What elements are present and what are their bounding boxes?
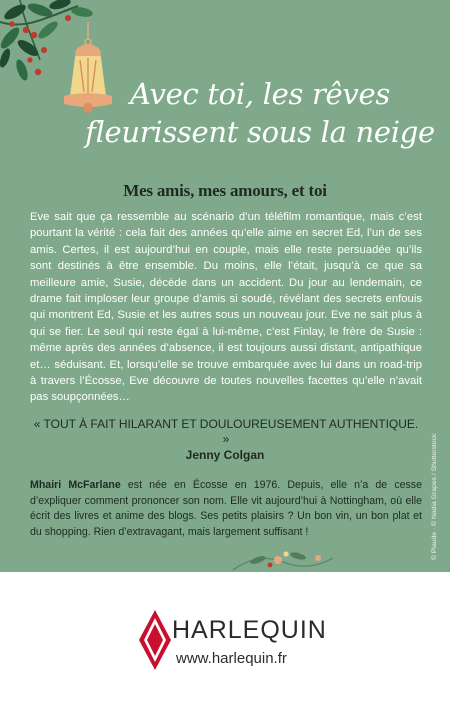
author-bio-text: est née en Écosse en 1976. Depuis, elle n’a de cesse d’expliquer comment prononcer son nom. Elle vit aujourd’hui à Nottingham, où elle écrit des livres et anime des blogs. Ses petits plaisirs ? Un bon vin, un bon plat et du shopping. Rien d’extravagant, mais largement suffisant !	[30, 479, 422, 538]
synopsis-text: Eve sait que ça ressemble au scénario d’un téléfilm romantique, mais c’est pourtant la vérité : cela fait des années qu’elle aime en secret Ed, l’un de ses amis. Certes, il est aujourd’hui en couple, mais elle reste persuadée qu’ils sont destinés à être ensemble. Du moins, elle l’était, jusqu’à ce que sa meilleure amie, Susie, décède dans un accident. Du jour au lendemain, ce drame fait imploser leur groupe d’amis si soudé, révélant des secrets enfouis qui montrent Ed, Susie et les autres sous un nouveau jour. Eve ne sait plus à qui se fier. Le seul qui reste égal à lui-même, c’est Finlay, le frère de Susie : même après des années d’absence, il est toujours aussi distant, antipathique et… séduisant. Et, lorsqu’elle se trouve embarquée avec lui dans un road-trip à travers l’Écosse, Eve découvre de toutes nouvelles facettes qu’elle n’avait pas soupçonnées…	[30, 211, 422, 404]
publisher-url[interactable]: www.harlequin.fr	[176, 650, 287, 667]
review-quote: « TOUT À FAIT HILARANT ET DOULOUREUSEMENT AUTHENTIQUE. »	[33, 417, 419, 446]
title-line-1: Avec toi, les rêves	[130, 77, 390, 111]
author-bio	[30, 478, 422, 540]
book-subtitle: Mes amis, mes amours, et toi	[123, 181, 327, 200]
publisher-name: HARLEQUIN	[172, 616, 327, 644]
publisher-footer	[0, 572, 450, 709]
book-title	[70, 75, 450, 151]
photo-credit: © Plaude · © Nadia Grapes / Shutterstock	[431, 433, 438, 560]
harlequin-diamond-logo-icon	[139, 610, 171, 670]
floral-decoration-icon	[228, 540, 338, 572]
title-line-2: fleurissent sous la neige	[85, 115, 435, 149]
quote-author: Jenny Colgan	[185, 448, 265, 462]
author-name: Mhairi McFarlane	[30, 479, 121, 491]
